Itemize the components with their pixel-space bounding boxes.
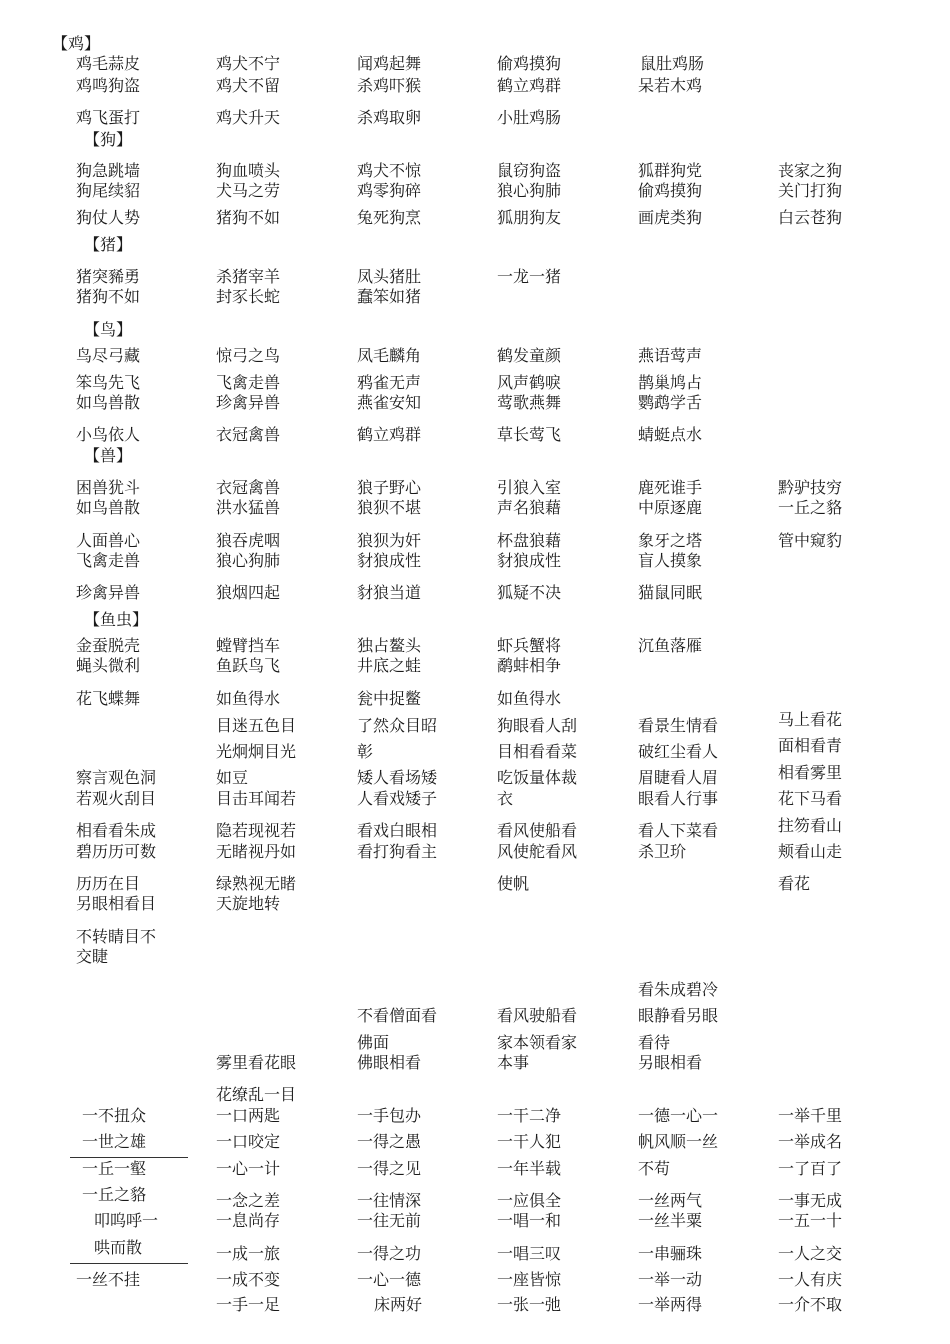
idiom-cell: 如鱼得水 xyxy=(216,689,281,708)
idiom-cell: 破红尘看人 xyxy=(638,742,719,761)
idiom-cell: 马上看花 xyxy=(778,710,843,729)
idiom-cell: 蜻蜓点水 xyxy=(638,425,703,444)
idiom-cell: 了然众目昭 xyxy=(357,716,438,735)
idiom-cell: 一唱一和 xyxy=(497,1211,562,1230)
idiom-cell: 一得之愚 xyxy=(357,1132,422,1151)
idiom-cell: 历历在目 xyxy=(76,874,141,893)
idiom-cell: 面相看青 xyxy=(778,736,843,755)
idiom-cell: 燕雀安知 xyxy=(357,393,422,412)
idiom-cell: 花飞蝶舞 xyxy=(76,689,141,708)
idiom-cell: 鸡零狗碎 xyxy=(357,181,422,200)
idiom-cell: 一人之交 xyxy=(778,1244,843,1263)
idiom-cell: 衣冠禽兽 xyxy=(216,425,281,444)
idiom-cell: 一人有庆 xyxy=(778,1270,843,1289)
idiom-cell: 如鸟兽散 xyxy=(76,393,141,412)
idiom-cell: 丧家之狗 xyxy=(778,161,843,180)
idiom-cell: 佛面 xyxy=(357,1033,390,1052)
idiom-cell: 狼子野心 xyxy=(357,478,422,497)
idiom-cell: 猪狗不如 xyxy=(76,287,141,306)
idiom-cell: 雾里看花眼 xyxy=(216,1053,297,1072)
idiom-cell: 困兽犹斗 xyxy=(76,478,141,497)
idiom-cell: 杀鸡吓猴 xyxy=(357,76,422,95)
idiom-cell: 颊看山走 xyxy=(778,842,843,861)
idiom-cell: 鸡犬不留 xyxy=(216,76,281,95)
idiom-cell: 看朱成碧冷 xyxy=(638,980,719,999)
idiom-cell: 一成不变 xyxy=(216,1270,281,1289)
section-heading-chicken: 【鸡】 xyxy=(52,34,101,53)
idiom-cell: 交睫 xyxy=(76,947,109,966)
idiom-cell: 白云苍狗 xyxy=(778,208,843,227)
idiom-cell: 狐疑不决 xyxy=(497,583,562,602)
idiom-cell: 瓮中捉鳖 xyxy=(357,689,422,708)
idiom-cell: 彰 xyxy=(357,742,374,761)
idiom-cell: 虾兵蟹将 xyxy=(497,636,562,655)
idiom-cell: 一口两匙 xyxy=(216,1106,281,1125)
idiom-cell: 一得之功 xyxy=(357,1244,422,1263)
idiom-cell: 封豕长蛇 xyxy=(216,287,281,306)
idiom-cell: 黔驴技穷 xyxy=(778,478,843,497)
idiom-cell: 隐若现视若 xyxy=(216,821,297,840)
idiom-cell: 一德一心一 xyxy=(638,1106,719,1125)
idiom-cell: 一年半载 xyxy=(497,1159,562,1178)
idiom-cell: 察言观色洞 xyxy=(76,768,157,787)
idiom-cell: 鹿死谁手 xyxy=(638,478,703,497)
idiom-cell: 衣 xyxy=(497,789,514,808)
idiom-cell: 另眼相看目 xyxy=(76,894,157,913)
idiom-cell: 一世之雄 xyxy=(82,1132,147,1151)
idiom-cell: 目击耳闻若 xyxy=(216,789,297,808)
idiom-cell: 兔死狗烹 xyxy=(357,208,422,227)
section-heading-fish-insect: 【鱼虫】 xyxy=(84,610,149,629)
idiom-cell: 一心一德 xyxy=(357,1270,422,1289)
idiom-cell: 一念之差 xyxy=(216,1191,281,1210)
idiom-cell: 画虎类狗 xyxy=(638,208,703,227)
idiom-cell: 一丝半粟 xyxy=(638,1211,703,1230)
idiom-cell: 本事 xyxy=(497,1053,530,1072)
idiom-cell: 家本领看家 xyxy=(497,1033,578,1052)
idiom-cell: 相看看朱成 xyxy=(76,821,157,840)
idiom-cell: 盲人摸象 xyxy=(638,551,703,570)
idiom-cell: 鹊巢鸠占 xyxy=(638,373,703,392)
divider-line xyxy=(70,1157,188,1158)
section-heading-beast: 【兽】 xyxy=(84,446,133,465)
idiom-cell: 一张一弛 xyxy=(497,1295,562,1314)
idiom-cell: 一举一动 xyxy=(638,1270,703,1289)
idiom-cell: 一干二净 xyxy=(497,1106,562,1125)
idiom-cell: 一手一足 xyxy=(216,1295,281,1314)
idiom-cell: 鱼跃鸟飞 xyxy=(216,656,281,675)
idiom-cell: 叩呜呼一 xyxy=(94,1211,159,1230)
idiom-cell: 狼心狗肺 xyxy=(216,551,281,570)
idiom-cell: 猫鼠同眠 xyxy=(638,583,703,602)
idiom-cell: 另眼相看 xyxy=(638,1053,703,1072)
idiom-cell: 眉睫看人眉 xyxy=(638,768,719,787)
idiom-cell: 一了百了 xyxy=(778,1159,843,1178)
idiom-cell: 象牙之塔 xyxy=(638,531,703,550)
idiom-cell: 看风驶船看 xyxy=(497,1006,578,1025)
idiom-cell: 一口咬定 xyxy=(216,1132,281,1151)
idiom-cell: 不苟 xyxy=(638,1159,671,1178)
idiom-cell: 惊弓之鸟 xyxy=(216,346,281,365)
idiom-cell: 螳臂挡车 xyxy=(216,636,281,655)
idiom-cell: 飞禽走兽 xyxy=(216,373,281,392)
idiom-cell: 如豆 xyxy=(216,768,249,787)
idiom-cell: 花缭乱一目 xyxy=(216,1085,297,1104)
idiom-cell: 狼狈为奸 xyxy=(357,531,422,550)
idiom-cell: 一不扭众 xyxy=(82,1106,147,1125)
idiom-cell: 狗血喷头 xyxy=(216,161,281,180)
idiom-cell: 目相看看菜 xyxy=(497,742,578,761)
idiom-cell: 一丘之貉 xyxy=(778,498,843,517)
idiom-cell: 凤头猪肚 xyxy=(357,267,422,286)
idiom-cell: 飞禽走兽 xyxy=(76,551,141,570)
idiom-cell: 狼吞虎咽 xyxy=(216,531,281,550)
idiom-cell: 金蚕脱壳 xyxy=(76,636,141,655)
idiom-cell: 帆风顺一丝 xyxy=(638,1132,719,1151)
idiom-cell: 一举两得 xyxy=(638,1295,703,1314)
idiom-cell: 笨鸟先飞 xyxy=(76,373,141,392)
idiom-cell: 一成一旅 xyxy=(216,1244,281,1263)
idiom-cell: 蠢笨如猪 xyxy=(357,287,422,306)
idiom-cell: 管中窥豹 xyxy=(778,531,843,550)
idiom-cell: 一介不取 xyxy=(778,1295,843,1314)
idiom-cell: 无睹视丹如 xyxy=(216,842,297,861)
idiom-cell: 鸡鸣狗盗 xyxy=(76,76,141,95)
idiom-cell: 人面兽心 xyxy=(76,531,141,550)
idiom-cell: 一丝两气 xyxy=(638,1191,703,1210)
idiom-cell: 眼看人行事 xyxy=(638,789,719,808)
idiom-cell: 呆若木鸡 xyxy=(638,76,703,95)
idiom-cell: 狗仗人势 xyxy=(76,208,141,227)
section-heading-dog: 【狗】 xyxy=(84,130,133,149)
idiom-cell: 一五一十 xyxy=(778,1211,843,1230)
idiom-cell: 井底之蛙 xyxy=(357,656,422,675)
idiom-cell: 衣冠禽兽 xyxy=(216,478,281,497)
idiom-cell: 一事无成 xyxy=(778,1191,843,1210)
idiom-cell: 一往无前 xyxy=(357,1211,422,1230)
idiom-cell: 看戏白眼相 xyxy=(357,821,438,840)
idiom-cell: 鹤发童颜 xyxy=(497,346,562,365)
idiom-cell: 看待 xyxy=(638,1033,671,1052)
idiom-cell: 豺狼成性 xyxy=(357,551,422,570)
idiom-cell: 哄而散 xyxy=(94,1238,143,1257)
idiom-cell: 珍禽异兽 xyxy=(216,393,281,412)
idiom-cell: 一丝不挂 xyxy=(76,1270,141,1289)
idiom-cell: 杯盘狼藉 xyxy=(497,531,562,550)
idiom-cell: 佛眼相看 xyxy=(357,1053,422,1072)
idiom-cell: 闻鸡起舞 xyxy=(357,54,422,73)
idiom-cell: 风使舵看风 xyxy=(497,842,578,861)
idiom-cell: 草长莺飞 xyxy=(497,425,562,444)
idiom-cell: 鹦鹉学舌 xyxy=(638,393,703,412)
idiom-cell: 中原逐鹿 xyxy=(638,498,703,517)
idiom-cell: 一举成名 xyxy=(778,1132,843,1151)
idiom-cell: 凤毛麟角 xyxy=(357,346,422,365)
idiom-cell: 看人下菜看 xyxy=(638,821,719,840)
idiom-cell: 鸡犬升天 xyxy=(216,108,281,127)
idiom-cell: 鹬蚌相争 xyxy=(497,656,562,675)
idiom-cell: 一往情深 xyxy=(357,1191,422,1210)
idiom-cell: 洪水猛兽 xyxy=(216,498,281,517)
idiom-cell: 珍禽异兽 xyxy=(76,583,141,602)
idiom-cell: 豺狼成性 xyxy=(497,551,562,570)
idiom-cell: 看景生情看 xyxy=(638,716,719,735)
idiom-cell: 狼烟四起 xyxy=(216,583,281,602)
idiom-cell: 偷鸡摸狗 xyxy=(638,181,703,200)
idiom-cell: 引狼入室 xyxy=(497,478,562,497)
idiom-cell: 关门打狗 xyxy=(778,181,843,200)
idiom-cell: 鹤立鸡群 xyxy=(497,76,562,95)
idiom-cell: 一举千里 xyxy=(778,1106,843,1125)
idiom-cell: 花下马看 xyxy=(778,789,843,808)
idiom-cell: 杀卫玠 xyxy=(638,842,687,861)
idiom-cell: 光炯炯目光 xyxy=(216,742,297,761)
idiom-cell: 小肚鸡肠 xyxy=(497,108,562,127)
idiom-cell: 目迷五色目 xyxy=(216,716,297,735)
idiom-cell: 狼心狗肺 xyxy=(497,181,562,200)
idiom-cell: 一丘一壑 xyxy=(82,1159,147,1178)
idiom-cell: 沉鱼落雁 xyxy=(638,636,703,655)
idiom-cell: 一串骊珠 xyxy=(638,1244,703,1263)
idiom-cell: 碧历历可数 xyxy=(76,842,157,861)
idiom-cell: 天旋地转 xyxy=(216,894,281,913)
divider-line xyxy=(70,1263,188,1264)
idiom-cell: 一干人犯 xyxy=(497,1132,562,1151)
idiom-cell: 狗尾续貂 xyxy=(76,181,141,200)
idiom-cell: 人看戏矮子 xyxy=(357,789,438,808)
idiom-cell: 吃饭量体裁 xyxy=(497,768,578,787)
idiom-cell: 矮人看场矮 xyxy=(357,768,438,787)
idiom-cell: 杀猪宰羊 xyxy=(216,267,281,286)
idiom-cell: 鸡飞蛋打 xyxy=(76,108,141,127)
idiom-cell: 鸡毛蒜皮 xyxy=(76,54,141,73)
idiom-cell: 床两好 xyxy=(374,1295,423,1314)
section-heading-bird: 【鸟】 xyxy=(84,320,133,339)
idiom-cell: 使帆 xyxy=(497,874,530,893)
idiom-cell: 狼狈不堪 xyxy=(357,498,422,517)
idiom-cell: 拄笏看山 xyxy=(778,816,843,835)
idiom-cell: 独占鳌头 xyxy=(357,636,422,655)
idiom-cell: 狐朋狗友 xyxy=(497,208,562,227)
idiom-cell: 一唱三叹 xyxy=(497,1244,562,1263)
idiom-cell: 看花 xyxy=(778,874,811,893)
idiom-cell: 风声鹤唳 xyxy=(497,373,562,392)
idiom-cell: 看风使船看 xyxy=(497,821,578,840)
idiom-cell: 如鸟兽散 xyxy=(76,498,141,517)
idiom-cell: 一龙一猪 xyxy=(497,267,562,286)
idiom-cell: 不转睛目不 xyxy=(76,927,157,946)
idiom-cell: 不看僧面看 xyxy=(357,1006,438,1025)
idiom-cell: 一座皆惊 xyxy=(497,1270,562,1289)
idiom-cell: 一应俱全 xyxy=(497,1191,562,1210)
idiom-cell: 小鸟依人 xyxy=(76,425,141,444)
idiom-cell: 鸡犬不宁 xyxy=(216,54,281,73)
idiom-cell: 鸦雀无声 xyxy=(357,373,422,392)
idiom-cell: 豺狼当道 xyxy=(357,583,422,602)
idiom-cell: 猪突豨勇 xyxy=(76,267,141,286)
idiom-cell: 一丘之貉 xyxy=(82,1185,147,1204)
section-heading-pig: 【猪】 xyxy=(84,235,133,254)
idiom-cell: 看打狗看主 xyxy=(357,842,438,861)
idiom-cell: 如鱼得水 xyxy=(497,689,562,708)
idiom-cell: 若观火刮目 xyxy=(76,789,157,808)
idiom-cell: 狗急跳墙 xyxy=(76,161,141,180)
idiom-cell: 燕语莺声 xyxy=(638,346,703,365)
idiom-cell: 相看雾里 xyxy=(778,763,843,782)
idiom-cell: 猪狗不如 xyxy=(216,208,281,227)
idiom-cell: 狗眼看人刮 xyxy=(497,716,578,735)
idiom-cell: 鹤立鸡群 xyxy=(357,425,422,444)
idiom-cell: 一心一计 xyxy=(216,1159,281,1178)
idiom-cell: 狐群狗党 xyxy=(638,161,703,180)
idiom-cell: 一息尚存 xyxy=(216,1211,281,1230)
idiom-cell: 声名狼藉 xyxy=(497,498,562,517)
idiom-cell: 鼠肚鸡肠 xyxy=(640,54,705,73)
idiom-cell: 一手包办 xyxy=(357,1106,422,1125)
idiom-cell: 鼠窃狗盗 xyxy=(497,161,562,180)
idiom-cell: 一得之见 xyxy=(357,1159,422,1178)
idiom-cell: 杀鸡取卵 xyxy=(357,108,422,127)
idiom-cell: 犬马之劳 xyxy=(216,181,281,200)
idiom-cell: 绿熟视无睹 xyxy=(216,874,297,893)
idiom-cell: 鸟尽弓藏 xyxy=(76,346,141,365)
idiom-cell: 蝇头微利 xyxy=(76,656,141,675)
idiom-cell: 莺歌燕舞 xyxy=(497,393,562,412)
idiom-cell: 偷鸡摸狗 xyxy=(497,54,562,73)
idiom-cell: 鸡犬不惊 xyxy=(357,161,422,180)
idiom-cell: 眼静看另眼 xyxy=(638,1006,719,1025)
